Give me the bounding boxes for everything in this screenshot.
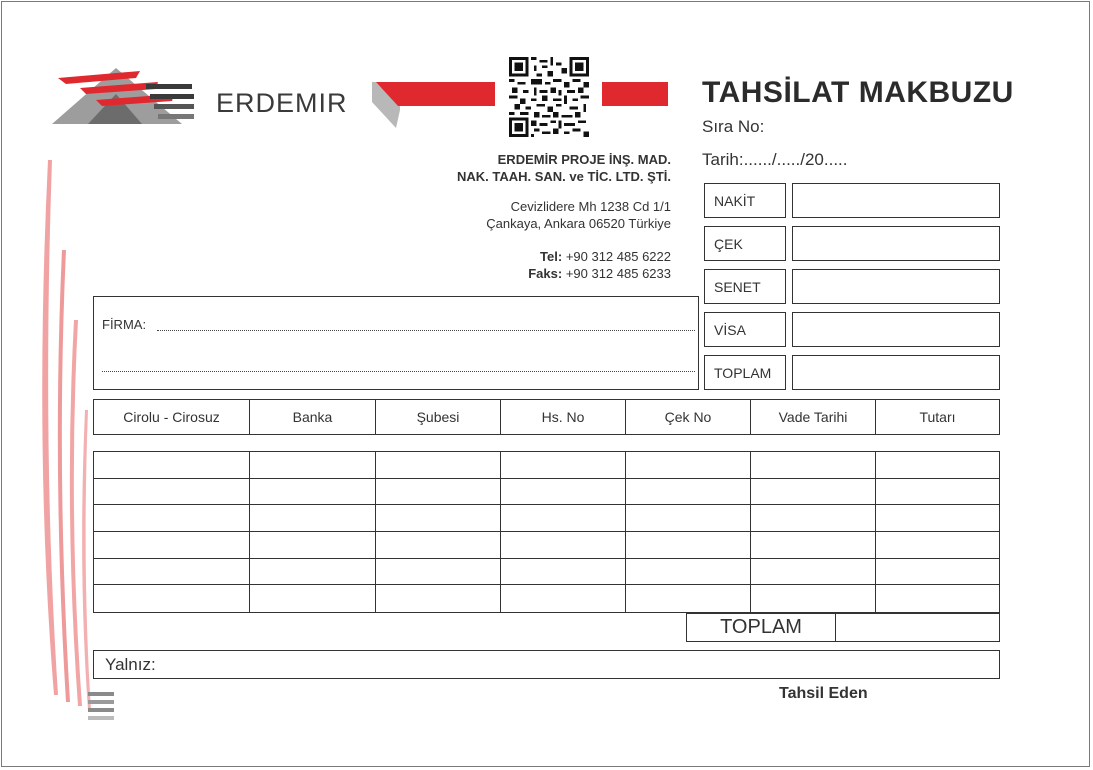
firma-label: FİRMA: [102,317,147,332]
firma-line-2[interactable] [102,371,695,372]
table-cell[interactable] [250,585,376,612]
column-header-cirolu: Cirolu - Cirosuz [94,400,250,434]
table-cell[interactable] [626,532,751,559]
table-cell[interactable] [876,452,999,479]
company-name-line1: ERDEMİR PROJE İNŞ. MAD. [497,152,671,167]
total-label: TOPLAM [687,614,836,641]
payment-amount-visa-field[interactable] [792,312,1000,347]
table-cell[interactable] [94,559,250,586]
table-cell[interactable] [94,479,250,506]
sira-no-label: Sıra No: [702,117,765,136]
column-header-hs-no: Hs. No [501,400,626,434]
fax-number: +90 312 485 6233 [565,266,671,281]
address-line1: Cevizlidere Mh 1238 Cd 1/1 [510,199,671,214]
column-header-tutari: Tutarı [919,409,956,425]
table-cell[interactable] [376,505,501,532]
payment-type-cek: ÇEK [704,226,786,261]
table-cell[interactable] [626,452,751,479]
payment-amount-toplam-field[interactable] [792,355,1000,390]
table-cell[interactable] [751,585,876,612]
table-cell[interactable] [626,479,751,506]
table-cell[interactable] [876,532,999,559]
company-name-line2: NAK. TAAH. SAN. ve TİC. LTD. ŞTİ. [456,169,671,184]
company-contact [528,248,671,282]
payment-type-senet: SENET [704,269,786,304]
table-cell[interactable] [501,505,626,532]
table-cell[interactable] [376,452,501,479]
table-cell[interactable] [501,452,626,479]
amount-in-words-field[interactable] [93,650,1000,679]
amount-in-words-label: Yalnız: [105,655,156,674]
decorative-side-stripes [40,150,120,725]
table-cell[interactable] [250,479,376,506]
table-cell[interactable] [376,479,501,506]
table-cell[interactable] [751,479,876,506]
table-body [93,451,1000,613]
brand-name: ERDEMIR [216,88,348,118]
table-cell[interactable] [250,505,376,532]
total-row [686,613,1000,642]
payment-type-toplam: TOPLAM [704,355,786,390]
table-cell[interactable] [751,559,876,586]
phone-number: +90 312 485 6222 [565,249,671,264]
table-cell[interactable] [376,559,501,586]
payment-amount-senet-field[interactable] [792,269,1000,304]
company-address [486,198,671,232]
phone-label: Tel: [540,249,563,264]
payment-amount-nakit-field[interactable] [792,183,1000,218]
table-cell[interactable] [94,532,250,559]
company-name [457,151,671,185]
column-header-subesi: Şubesi [376,400,501,434]
table-cell[interactable] [501,585,626,612]
table-cell[interactable] [876,479,999,506]
firma-box [93,296,699,390]
table-cell[interactable] [876,559,999,586]
column-header-vade-tarihi: Vade Tarihi [751,400,876,434]
phone-line [528,248,671,265]
date-label: Tarih:....../...../20..... [702,150,848,169]
table-cell[interactable] [94,585,250,612]
table-cell[interactable] [250,452,376,479]
table-cell[interactable] [501,559,626,586]
column-header-cek-no: Çek No [626,400,751,434]
table-cell[interactable] [876,505,999,532]
table-cell[interactable] [94,505,250,532]
document-title: TAHSİLAT MAKBUZU [702,76,1014,109]
fax-label: Faks: [528,266,563,281]
table-cell[interactable] [751,452,876,479]
qr-code-icon [509,57,589,137]
table-cell[interactable] [250,559,376,586]
table-cell[interactable] [626,559,751,586]
table-cell[interactable] [751,505,876,532]
table-cell[interactable] [626,585,751,612]
table-cell[interactable] [501,479,626,506]
company-logo-icon [50,66,200,126]
table-cell[interactable] [94,452,250,479]
payment-type-visa: VİSA [704,312,786,347]
address-line2: Çankaya, Ankara 06520 Türkiye [486,216,671,231]
total-amount-field[interactable] [836,614,999,641]
fax-line [528,265,671,282]
table-cell[interactable] [250,532,376,559]
signature-label: Tahsil Eden [779,685,868,702]
table-cell[interactable] [376,585,501,612]
table-cell[interactable] [751,532,876,559]
table-cell[interactable] [501,532,626,559]
payment-amount-cek-field[interactable] [792,226,1000,261]
table-header [93,399,1000,435]
column-header-banka: Banka [250,400,376,434]
table-cell[interactable] [376,532,501,559]
firma-line-1[interactable] [157,330,695,331]
table-cell[interactable] [876,585,999,612]
payment-type-nakit: NAKİT [704,183,786,218]
table-cell[interactable] [626,505,751,532]
